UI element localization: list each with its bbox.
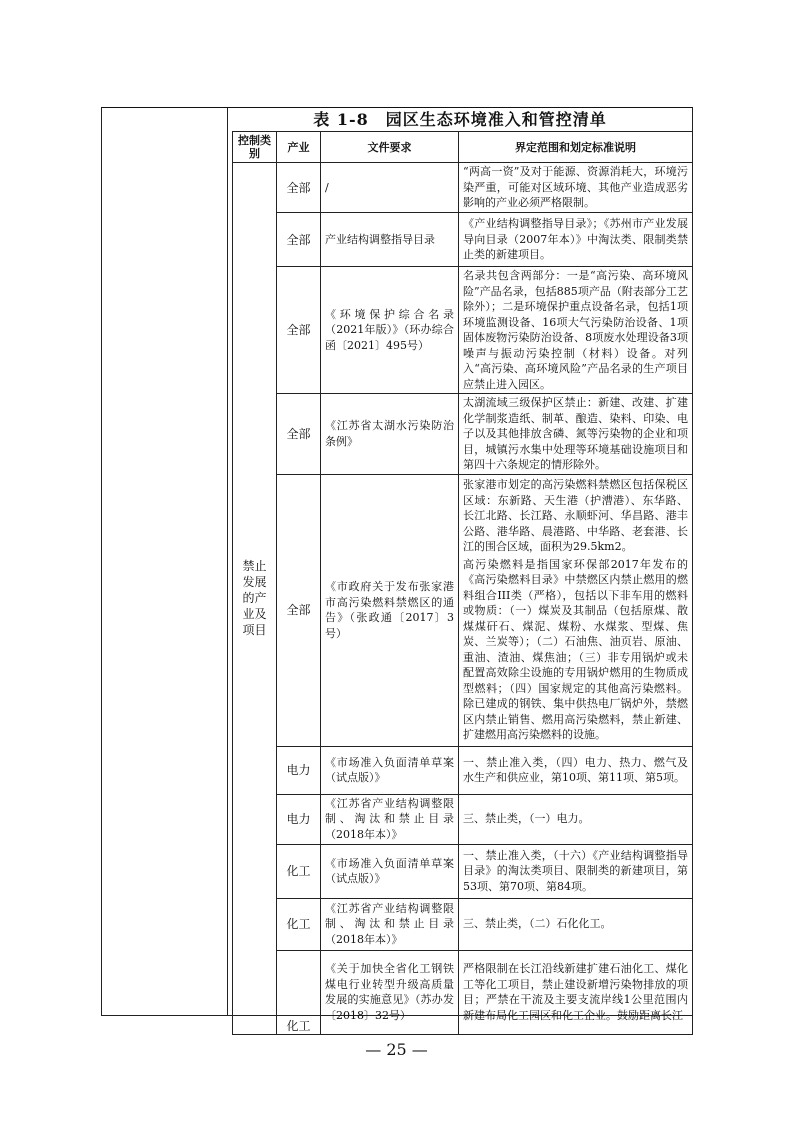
header-scope: 界定范围和划定标准说明: [459, 132, 693, 163]
document-cell: 《江苏省产业结构调整限制、淘汰和禁止目录（2018年本）》: [321, 794, 459, 844]
table-row: [233, 898, 693, 950]
scope-cell: 一、禁止准入类，（四）电力、热力、燃气及水生产和供应业，第10项、第11项、第5项。: [459, 746, 693, 794]
document-cell: 《江苏省产业结构调整限制、淘汰和禁止目录（2018年本）》: [321, 898, 459, 950]
industry-cell: 全部: [277, 213, 321, 267]
industry-cell: 化工: [277, 950, 321, 1034]
industry-cell: 化工: [277, 844, 321, 898]
header-industry: 产业: [277, 132, 321, 163]
scope-cell: 三、禁止类，（一）电力。: [459, 794, 693, 844]
table-row: [233, 163, 693, 213]
industry-cell: 全部: [277, 394, 321, 475]
header-document: 文件要求: [321, 132, 459, 163]
industry-cell: 化工: [277, 898, 321, 950]
table-header-row: [233, 132, 693, 163]
industry-cell: 电力: [277, 794, 321, 844]
table-row: [233, 474, 693, 746]
document-cell: /: [321, 163, 459, 213]
table-area: [228, 108, 692, 1033]
document-cell: 《环境保护综合名录（2021年版）》（环办综合函〔2021〕495号）: [321, 267, 459, 394]
table-row: [233, 746, 693, 794]
header-category: 控制类别: [233, 132, 277, 163]
scope-paragraph: 高污染燃料是指国家环保部2017年发布的《高污染燃料目录》中禁燃区内禁止燃用的燃料组合III类（严格），包括以下非车用的燃料或物质：（一）煤炭及其制品（包括原煤、散煤煤矸石、煤泥、煤粉、水煤浆、型煤、焦炭、兰炭等）；（二）石油焦、油页岩、原油、重油、渣油、煤焦油；（三）非专用锅炉或未配置高效除尘设施的专用锅炉燃用的生物质成型燃料；（四）国家规定的其他高污染燃料。除已建成的钢铁、集中供热电厂锅炉外，禁燃区内禁止销售、燃用高污染燃料，禁止新建、扩建燃用高污染燃料的设施。: [463, 557, 688, 742]
control-list-table: [232, 131, 693, 1035]
scope-cell: 严格限制在长江沿线新建扩建石油化工、煤化工等化工项目，禁止建设新增污染物排放的项目；严禁在干流及主要支流岸线1公里范围内新建布局化工园区和化工企业。鼓励距离长江: [459, 950, 693, 1034]
industry-cell: 全部: [277, 474, 321, 746]
scope-cell: 三、禁止类，（二）石化化工。: [459, 898, 693, 950]
page-frame: [101, 107, 693, 1033]
scope-paragraph: 张家港市划定的高污染燃料禁燃区包括保税区区域：东新路、天生港（护漕港）、东华路、长江北路、长江路、永顺虾河、华昌路、港丰公路、港华路、晨港路、中华路、老套港、长江的围合区域，面积为29.5km2。: [463, 478, 688, 554]
document-cell: 《关于加快全省化工钢铁煤电行业转型升级高质量发展的实施意见》（苏办发〔2018〕32号）: [321, 950, 459, 1034]
scope-cell: 名录共包含两部分：一是“高污染、高环境风险”产品名录，包括885项产品（附表部分工艺除外）；二是环境保护重点设备名录，包括1项环境监测设备、16项大气污染防治设备、1项固体废物污染防治设备、8项废水处理设备3项噪声与振动污染控制（材料）设备。对列入“高污染、高环境风险”产品名录的生产项目应禁止进入园区。: [459, 267, 693, 394]
scope-cell: “两高一资”及对于能源、资源消耗大，环境污染严重，可能对区域环境、其他产业造成恶劣影响的产业必须严格限制。: [459, 163, 693, 213]
industry-cell: 电力: [277, 746, 321, 794]
document-cell: 《市场准入负面清单草案（试点版）》: [321, 746, 459, 794]
table-row: [233, 213, 693, 267]
document-cell: 《市场准入负面清单草案（试点版）》: [321, 844, 459, 898]
scope-cell: [459, 474, 693, 746]
scope-cell: 一、禁止准入类，（十六）《产业结构调整指导目录》的淘汰类项目、限制类的新建项目，第53项、第70项、第84项。: [459, 844, 693, 898]
document-cell: 产业结构调整指导目录: [321, 213, 459, 267]
scope-cell: 太湖流域三级保护区禁止：新建、改建、扩建化学制浆造纸、制革、酿造、染料、印染、电子以及其他排放含磷、氮等污染物的企业和项目，城镇污水集中处理等环境基础设施项目和第四十六条规定的情形除外。: [459, 394, 693, 475]
table-row: [233, 394, 693, 475]
industry-cell: 全部: [277, 267, 321, 394]
scope-cell: 《产业结构调整指导目录》；《苏州市产业发展导向目录（2007年本）》中淘汰类、限制类禁止类的新建项目。: [459, 213, 693, 267]
table-row: [233, 844, 693, 898]
table-row: [233, 794, 693, 844]
page-number: — 25 —: [365, 1040, 428, 1059]
document-cell: 《江苏省太湖水污染防治条例》: [321, 394, 459, 475]
table-row: [233, 950, 693, 1034]
industry-cell: 全部: [277, 163, 321, 213]
table-row: [233, 267, 693, 394]
outer-left-column: [102, 108, 228, 1015]
table-title: 表 1-8 园区生态环境准入和管控清单: [313, 110, 607, 129]
document-cell: 《市政府关于发布张家港市高污染燃料禁燃区的通告》（张政通〔2017〕3号）: [321, 474, 459, 746]
category-cell: 禁止发展的产业及项目: [233, 163, 277, 1035]
